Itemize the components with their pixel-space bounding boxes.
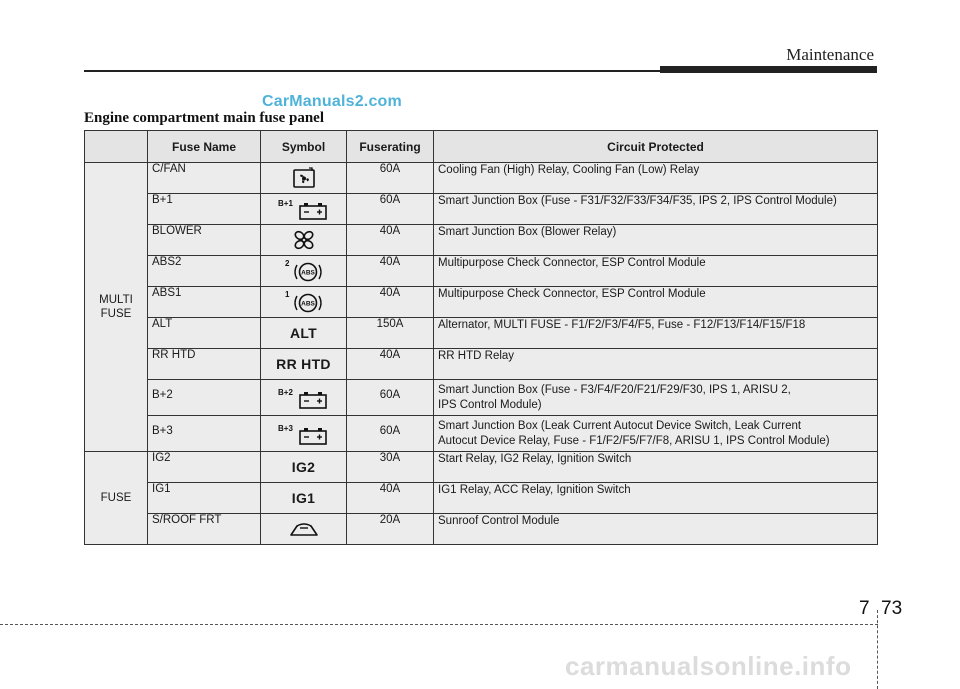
symbol-text: ABS [300, 269, 315, 277]
circuit-protected: IG1 Relay, ACC Relay, Ignition Switch [434, 483, 878, 514]
table-row [85, 416, 878, 452]
symbol-cell [261, 287, 347, 318]
circuit-line: Autocut Device Relay, Fuse - F1/F2/F5/F7/F8, ARISU 1, IPS Control Module) [438, 434, 830, 447]
fuse-name: B+1 [148, 194, 261, 225]
fuse-rating: 40A [347, 349, 434, 380]
circuit-protected: Sunroof Control Module [434, 514, 878, 545]
circuit-line: Smart Junction Box (Leak Current Autocut Device Switch, Leak Current [438, 420, 802, 432]
fuse-name: ABS1 [148, 287, 261, 318]
symbol-cell [261, 452, 347, 483]
sunroof-icon [287, 518, 321, 540]
fuse-name: S/ROOF FRT [148, 514, 261, 545]
header-rule [84, 70, 660, 72]
fuse-rating: 60A [347, 416, 434, 452]
symbol-cell [261, 514, 347, 545]
fuse-name: B+2 [148, 380, 261, 416]
table-row [85, 194, 878, 225]
battery-icon [278, 423, 330, 445]
blower-fan-icon [292, 229, 316, 251]
cooling-fan-icon [292, 167, 316, 189]
fuse-rating: 30A [347, 452, 434, 483]
group-label: FUSE [100, 491, 132, 504]
group-label: MULTI FUSE [99, 293, 133, 320]
column-header: Fuserating [347, 131, 434, 163]
table-row [85, 225, 878, 256]
section-title: Maintenance [786, 45, 874, 64]
fuse-name: ALT [148, 318, 261, 349]
symbol-label: B+2 [277, 387, 293, 397]
column-header: Symbol [261, 131, 347, 163]
panel-title: Engine compartment main fuse panel [84, 110, 324, 126]
table-row [85, 483, 878, 514]
rr-htd-symbol: RR HTD [276, 356, 331, 372]
table-row [85, 256, 878, 287]
fuse-name: B+3 [148, 416, 261, 452]
symbol-cell [261, 256, 347, 287]
symbol-cell [261, 380, 347, 416]
abs-icon [284, 258, 324, 284]
circuit-protected: Smart Junction Box (Blower Relay) [434, 225, 878, 256]
circuit-protected: Cooling Fan (High) Relay, Cooling Fan (Low) Relay [434, 163, 878, 194]
symbol-cell [261, 194, 347, 225]
abs-icon [284, 289, 324, 315]
footer-dashed-divider [877, 610, 878, 689]
circuit-protected [434, 380, 878, 416]
battery-icon [278, 387, 330, 409]
table-row [85, 287, 878, 318]
header-group-cell [85, 131, 148, 163]
symbol-label: 2 [284, 259, 289, 268]
circuit-line: IPS Control Module) [438, 398, 542, 411]
table-row [85, 163, 878, 194]
fuse-rating: 20A [347, 514, 434, 545]
ig2-symbol: IG2 [291, 459, 316, 475]
fuse-rating: 40A [347, 483, 434, 514]
circuit-protected [434, 416, 878, 452]
fuse-name: IG2 [148, 452, 261, 483]
fuse-name: ABS2 [148, 256, 261, 287]
alt-symbol: ALT [289, 325, 318, 341]
page-chapter: 7 [859, 598, 870, 619]
watermark-top: CarManuals2.com [262, 93, 402, 110]
circuit-protected: Smart Junction Box (Fuse - F31/F32/F33/F34/F35, IPS 2, IPS Control Module) [434, 194, 878, 225]
symbol-cell [261, 318, 347, 349]
table-row [85, 349, 878, 380]
fuse-name: BLOWER [148, 225, 261, 256]
table-row [85, 514, 878, 545]
ig1-symbol: IG1 [291, 490, 316, 506]
table-row [85, 318, 878, 349]
symbol-cell [261, 163, 347, 194]
fuse-rating: 40A [347, 287, 434, 318]
symbol-text: ABS [300, 300, 315, 308]
fuse-rating: 150A [347, 318, 434, 349]
fuse-rating: 60A [347, 194, 434, 225]
circuit-protected: Alternator, MULTI FUSE - F1/F2/F3/F4/F5, Fuse - F12/F13/F14/F15/F18 [434, 318, 878, 349]
symbol-cell [261, 225, 347, 256]
table-row [85, 380, 878, 416]
battery-icon [278, 198, 330, 220]
fuse-name: C/FAN [148, 163, 261, 194]
symbol-label: B+1 [277, 199, 293, 208]
circuit-protected: Multipurpose Check Connector, ESP Control Module [434, 287, 878, 318]
page-number: 73 [881, 598, 903, 619]
circuit-line: Smart Junction Box (Fuse - F3/F4/F20/F21/F29/F30, IPS 1, ARISU 2, [438, 384, 791, 396]
fuse-rating: 40A [347, 256, 434, 287]
fuse-rating: 40A [347, 225, 434, 256]
circuit-protected: Multipurpose Check Connector, ESP Control Module [434, 256, 878, 287]
symbol-label: 1 [284, 290, 289, 299]
table-row [85, 452, 878, 483]
fuse-rating: 60A [347, 380, 434, 416]
symbol-cell [261, 416, 347, 452]
group-label-fuse [85, 452, 148, 545]
table-header-row [85, 131, 878, 163]
footer-dashed-rule [0, 624, 878, 625]
symbol-cell [261, 349, 347, 380]
fuse-table [84, 130, 878, 545]
watermark-bottom: carmanualsonline.info [565, 651, 852, 681]
circuit-protected: RR HTD Relay [434, 349, 878, 380]
circuit-protected: Start Relay, IG2 Relay, Ignition Switch [434, 452, 878, 483]
fuse-rating: 60A [347, 163, 434, 194]
header-bar [660, 66, 877, 73]
fuse-name: IG1 [148, 483, 261, 514]
group-label-multi-fuse [85, 163, 148, 452]
symbol-cell [261, 483, 347, 514]
fuse-name: RR HTD [148, 349, 261, 380]
symbol-label: B+3 [277, 423, 293, 433]
column-header: Circuit Protected [434, 131, 878, 163]
column-header: Fuse Name [148, 131, 261, 163]
